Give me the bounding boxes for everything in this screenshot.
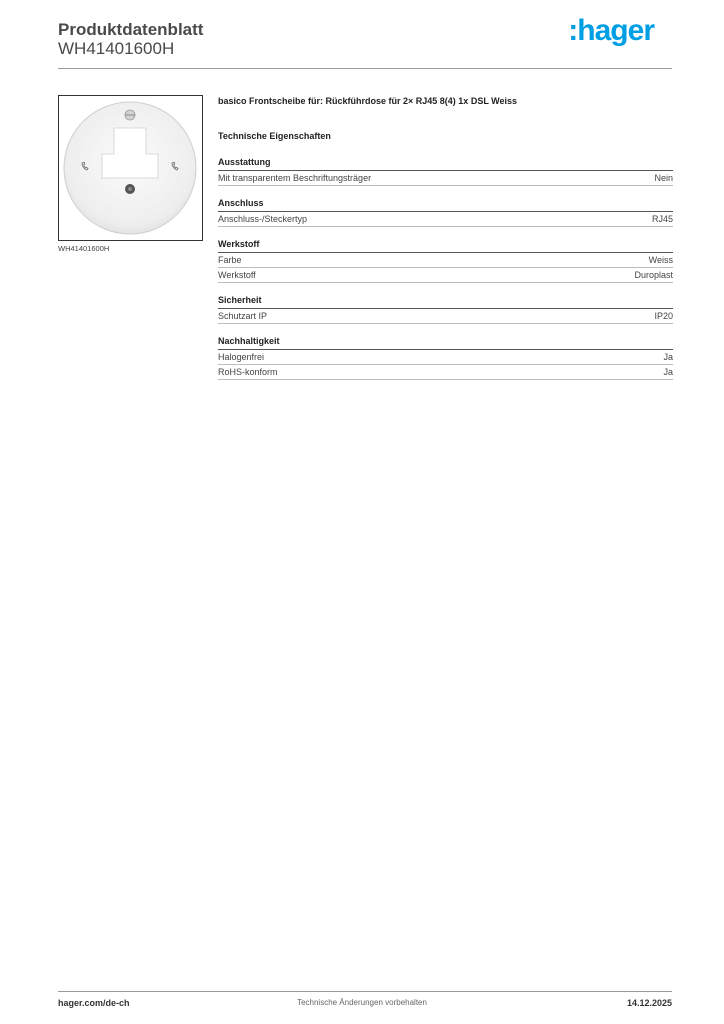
spec-content xyxy=(218,96,673,380)
spec-value: RJ45 xyxy=(651,214,673,224)
tech-heading: Technische Eigenschaften xyxy=(218,131,331,141)
section-werkstoff xyxy=(218,239,673,283)
product-image xyxy=(58,95,203,241)
footer-date: 14.12.2025 xyxy=(626,998,672,1008)
section-title: Sicherheit xyxy=(218,295,673,309)
section-anschluss xyxy=(218,198,673,227)
footer-divider xyxy=(58,991,672,992)
spec-label: RoHS-konform xyxy=(218,367,278,377)
spec-value: Duroplast xyxy=(634,270,673,280)
spec-value: Ja xyxy=(663,367,673,377)
section-ausstattung xyxy=(218,157,673,186)
spec-row xyxy=(218,171,673,186)
logo-text: hager xyxy=(577,14,654,47)
footer-notice: Technische Änderungen vorbehalten xyxy=(297,998,427,1007)
spec-row xyxy=(218,268,673,283)
spec-value: IP20 xyxy=(654,311,673,321)
section-title: Anschluss xyxy=(218,198,673,212)
spec-value: Ja xyxy=(663,352,673,362)
spec-label: Schutzart IP xyxy=(218,311,268,321)
section-sicherheit xyxy=(218,295,673,324)
section-title: Ausstattung xyxy=(218,157,673,171)
section-nachhaltigkeit xyxy=(218,336,673,380)
cover-plate-illustration xyxy=(59,96,202,240)
product-description: basico Frontscheibe für: Rückführdose für 2× RJ45 8(4) 1x DSL Weiss xyxy=(218,96,518,106)
header-divider xyxy=(58,68,672,69)
logo-prefix: : xyxy=(568,14,578,47)
spec-label: Mit transparentem Beschriftungsträger xyxy=(218,173,372,183)
product-image-caption: WH41401600H xyxy=(58,244,110,253)
spec-row xyxy=(218,212,673,227)
spec-value: Weiss xyxy=(648,255,673,265)
bottom-screw-center xyxy=(128,187,132,191)
spec-row xyxy=(218,253,673,268)
hager-logo xyxy=(568,14,654,48)
section-title: Nachhaltigkeit xyxy=(218,336,673,350)
footer-website-link[interactable]: hager.com/de-ch xyxy=(58,998,130,1008)
page-title: Produktdatenblatt xyxy=(58,20,204,39)
spec-row xyxy=(218,365,673,380)
spec-label: Werkstoff xyxy=(218,270,256,280)
spec-label: Halogenfrei xyxy=(218,352,265,362)
article-number: WH41401600H xyxy=(58,39,175,58)
spec-row xyxy=(218,350,673,365)
spec-label: Anschluss-/Steckertyp xyxy=(218,214,308,224)
spec-row xyxy=(218,309,673,324)
section-title: Werkstoff xyxy=(218,239,673,253)
spec-value: Nein xyxy=(654,173,673,183)
spec-label: Farbe xyxy=(218,255,242,265)
